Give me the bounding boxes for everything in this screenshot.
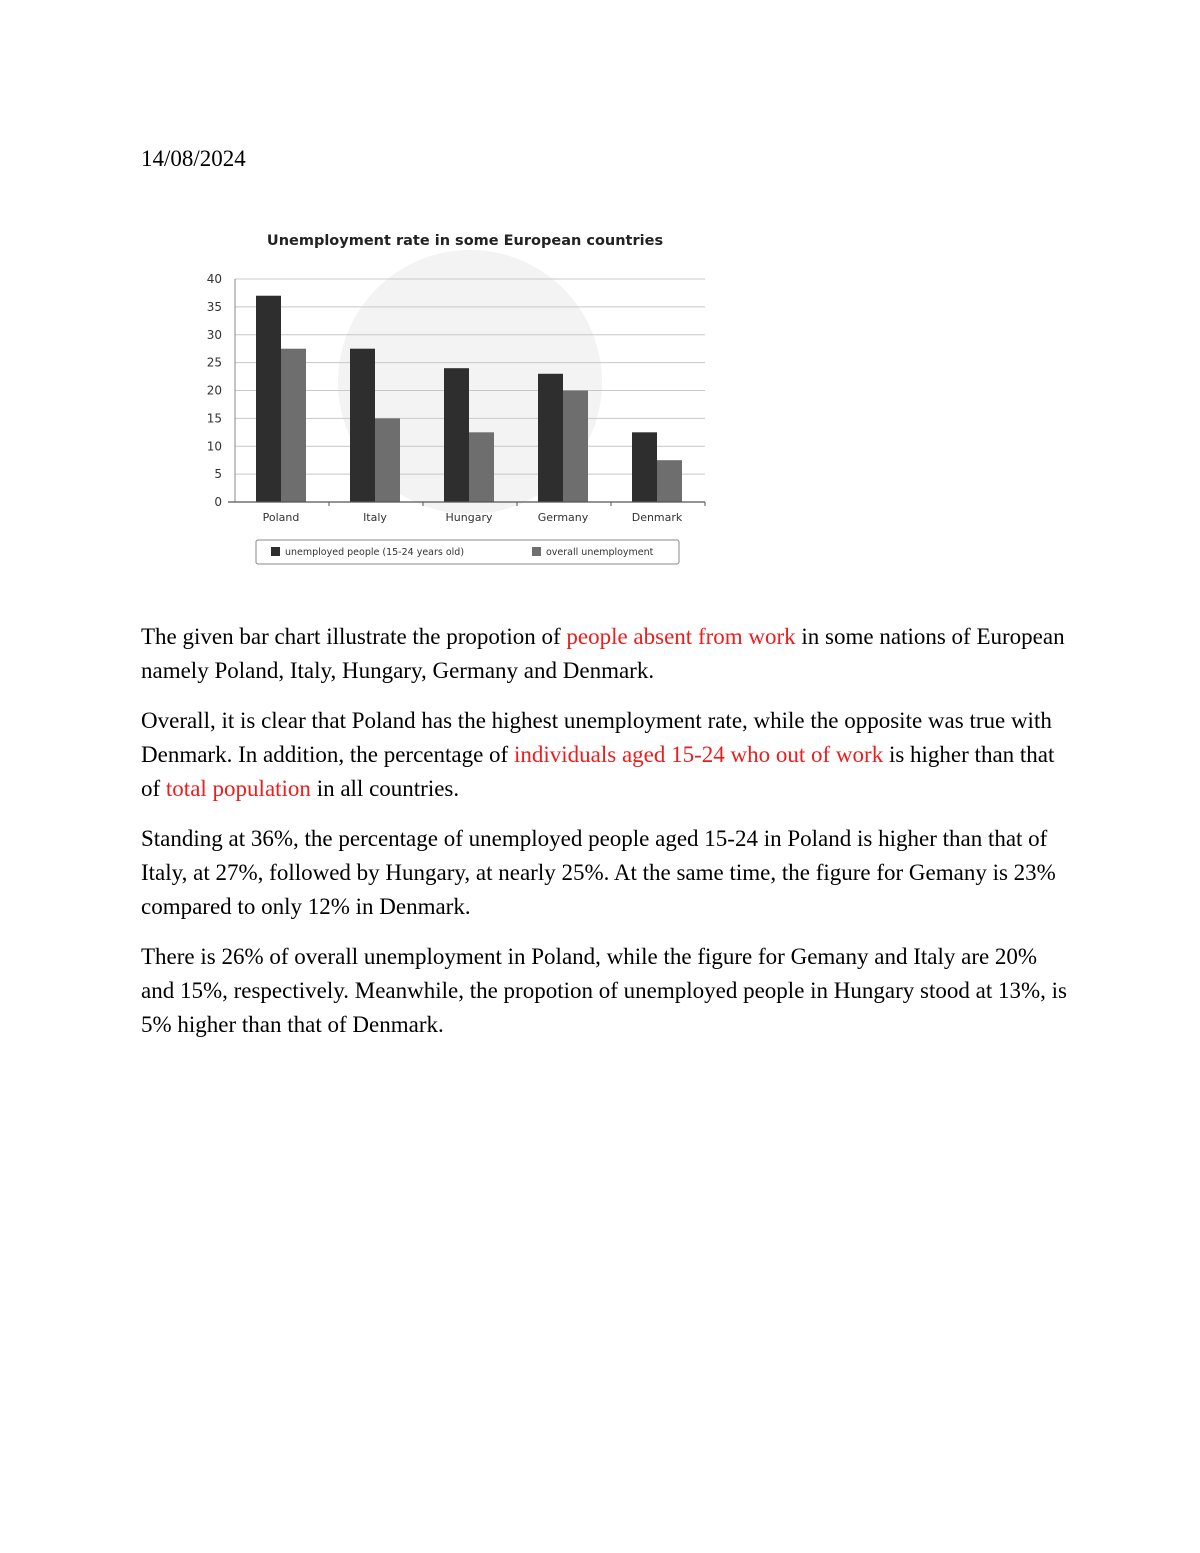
bar-youth-italy xyxy=(350,349,375,502)
bar-chart xyxy=(195,222,715,572)
y-tick-label: 40 xyxy=(206,272,222,286)
y-tick-label: 20 xyxy=(206,383,222,398)
y-tick-label: 25 xyxy=(206,355,222,370)
highlighted-phrase: people absent from work xyxy=(566,624,796,649)
legend-swatch xyxy=(271,547,280,556)
bar-youth-germany xyxy=(538,374,563,502)
x-tick-label: Denmark xyxy=(631,511,683,524)
chart-title: Unemployment rate in some European countries xyxy=(266,233,664,249)
legend-swatch xyxy=(532,547,541,556)
text-run: There is 26% of overall unemployment in Poland, while the figure for Gemany and Italy are 20% and 15%, respectively. Meanwhile, the propotion of unemployed people in Hungary stood at 13%, is 5% higher than that of Denmark. xyxy=(141,944,1067,1037)
highlighted-phrase: total population xyxy=(165,776,311,801)
text-run: in some nations of European namely Poland, Italy, Hungary, Germany and Denmark. xyxy=(141,624,1065,683)
x-tick-label: Poland xyxy=(262,511,300,524)
bar-overall-denmark xyxy=(657,460,682,502)
legend-label: overall unemployment xyxy=(546,547,654,558)
x-tick-label: Hungary xyxy=(445,511,493,524)
y-tick-label: 0 xyxy=(214,495,222,509)
bar-overall-poland xyxy=(281,349,306,502)
bar-youth-hungary xyxy=(444,368,469,502)
text-run: in all countries. xyxy=(310,776,460,801)
y-tick-label: 30 xyxy=(206,327,222,342)
paragraph xyxy=(141,940,1071,1042)
paragraph xyxy=(141,620,1071,688)
y-tick-label: 15 xyxy=(206,411,222,426)
paragraph xyxy=(141,822,1071,924)
paragraph xyxy=(141,704,1071,806)
x-tick-label: Italy xyxy=(363,511,387,524)
y-tick-label: 5 xyxy=(214,467,222,482)
bar-chart-svg xyxy=(195,222,715,572)
document-date: 14/08/2024 xyxy=(141,146,246,171)
highlighted-phrase: individuals aged 15-24 who out of work xyxy=(513,742,884,767)
text-run: is higher than that of xyxy=(141,742,1055,801)
bar-youth-poland xyxy=(256,296,281,502)
legend xyxy=(256,540,679,564)
bar-youth-denmark xyxy=(632,432,657,502)
text-run: Overall, it is clear that Poland has the highest unemployment rate, while the opposite was true with Denmark. In addition, the percentage of xyxy=(141,708,1052,767)
essay-body xyxy=(141,620,1071,1058)
y-tick-label: 35 xyxy=(206,299,222,314)
x-tick-label: Germany xyxy=(537,511,589,524)
bar-overall-hungary xyxy=(469,432,494,502)
bar-overall-italy xyxy=(375,418,400,502)
bar-overall-germany xyxy=(563,391,588,503)
text-run: The given bar chart illustrate the propotion of xyxy=(141,624,567,649)
legend-label: unemployed people (15-24 years old) xyxy=(285,547,465,558)
y-tick-label: 10 xyxy=(206,439,222,454)
text-run: Standing at 36%, the percentage of unemployed people aged 15-24 in Poland is higher than that of Italy, at 27%, followed by Hungary, at nearly 25%. At the same time, the figure for Gemany is 23% compared to only 12% in Denmark. xyxy=(141,826,1056,919)
